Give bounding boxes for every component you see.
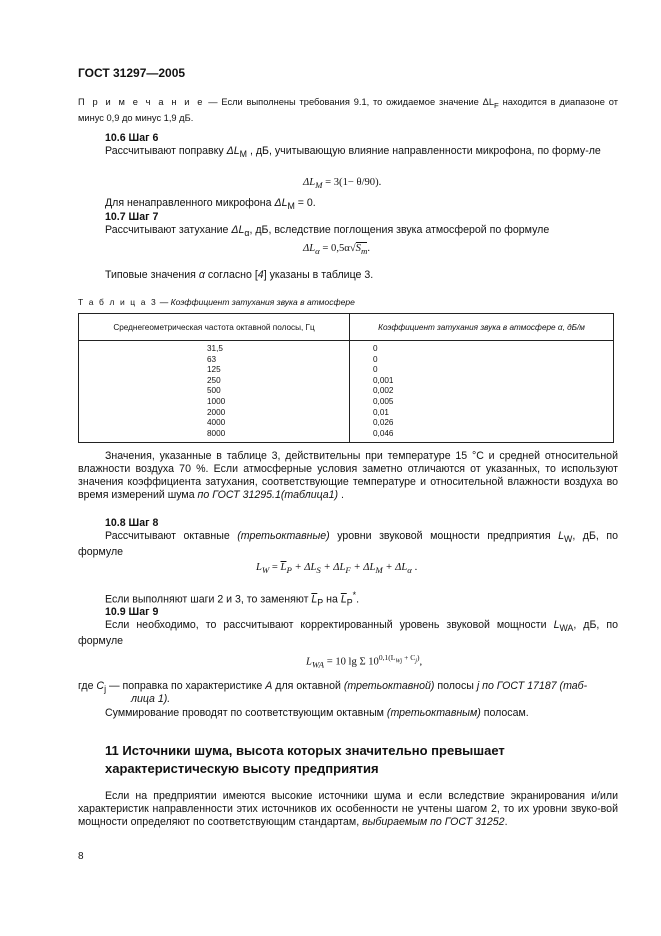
table3-caption — [78, 297, 355, 307]
f8-lp: $\overline{L}$ — [280, 562, 287, 573]
f8-p4: + ΔL — [382, 562, 408, 573]
f9-exp-sub2: j — [415, 657, 418, 665]
f8-end: . — [411, 562, 418, 573]
step9-heading: 10.9 Шаг 9 — [105, 606, 159, 618]
f8-m: M — [375, 565, 383, 576]
f8-p3: + ΔL — [350, 562, 376, 573]
f7-end: . — [367, 243, 370, 254]
freq: 63 — [207, 354, 217, 364]
s9-p1a: Если необходимо, то рассчитывают корректированный уровень звуковой мощности — [105, 619, 554, 631]
step6-p1sym: ΔL — [226, 145, 240, 157]
s9-p1b: , дБ, по формуле — [78, 619, 618, 648]
table3-freq-cell — [79, 341, 350, 443]
step7-p2b: согласно [ — [204, 269, 258, 281]
section11-text — [78, 790, 618, 829]
step9-text — [78, 619, 618, 648]
table3-col1-header: Среднегеометрическая частота октавной полосы, Гц — [79, 314, 350, 341]
s9-where-i2: (третьоктавной) — [343, 680, 435, 692]
s8-p2sym: $\overline{L}$ — [311, 593, 318, 606]
f8-s: S — [316, 565, 321, 576]
step8-heading: 10.8 Шаг 8 — [105, 517, 159, 529]
s11-end: . — [504, 816, 508, 828]
step7-p1a: Рассчитывают затухание — [105, 224, 232, 236]
f8-lw-sub: W — [261, 565, 270, 576]
f9-exp-sub: Wj — [395, 657, 403, 665]
step6-p2sym: ΔL — [274, 197, 288, 209]
s9-sum-i: (третьоктавным) — [386, 707, 481, 719]
s9-where-i3: j по ГОСТ 17187 (таб- — [476, 680, 588, 692]
coef: 0 — [373, 365, 378, 375]
s9-where-sub: j — [104, 684, 107, 695]
s8-p2sub: P — [317, 597, 324, 608]
step7-p1sub: α — [244, 228, 250, 239]
f6-rhs: = 3(1− θ/90). — [325, 177, 382, 188]
s9-where-c: для октавной — [272, 680, 344, 692]
note-paragraph — [78, 96, 618, 125]
f6-lhs: ΔL — [303, 177, 316, 188]
freq: 4000 — [207, 418, 226, 428]
table3 — [78, 313, 614, 443]
page-number: 8 — [78, 851, 84, 862]
table3-body-row — [79, 341, 614, 443]
s8-p1sym: L — [558, 530, 564, 542]
s8-p1b: уровни звуковой мощности предприятия — [329, 530, 559, 542]
s8-p1sub: W — [563, 534, 573, 545]
note-text: — Если выполнены требования 9.1, то ожидаемое значение ΔL — [204, 97, 495, 107]
s8-p2sup2: * — [352, 590, 357, 600]
col2b: , дБ/м — [562, 322, 585, 332]
f9-mid: = 10 lg Σ 10 — [324, 656, 379, 668]
s8-p2sub2: P — [346, 597, 353, 608]
s11-text: Если на предприятии имеются высокие источники шума и если вследствие экранирования и/или характеристик направленности этих источников их особенности не учтены шагом 2, то их уровни звуко-вой мощности определяют по соответствующим стандартам, — [78, 790, 618, 828]
coef: 0,046 — [373, 428, 394, 438]
note-label: П р и м е ч а н и е — [78, 97, 205, 107]
s9-sum-a: Суммирование проводят по соответствующим октавным — [105, 707, 387, 719]
coef: 0,005 — [373, 396, 394, 406]
col2sym: α — [557, 322, 563, 332]
s8-p2sym2: $\overline{L}$ — [340, 593, 347, 606]
coef: 0 — [373, 344, 378, 353]
table3-title: — Коэффициент затухания звука в атмосфере — [157, 297, 355, 307]
coef: 0,01 — [373, 407, 389, 417]
step7-heading: 10.7 Шаг 7 — [105, 211, 159, 223]
f8-f: F — [345, 565, 351, 576]
f9-end: , — [419, 656, 423, 668]
step8-formula — [256, 562, 417, 575]
step6-p2a: Для ненаправленного микрофона — [105, 197, 275, 209]
freq: 500 — [207, 386, 221, 396]
freq: 8000 — [207, 428, 226, 438]
f6-sub: M — [315, 180, 323, 191]
step7-formula — [303, 243, 370, 256]
s9-where-i: А — [265, 680, 273, 692]
coef: 0,026 — [373, 418, 394, 428]
step9-sum — [105, 707, 529, 720]
step7-p2ref: 4 — [257, 269, 264, 281]
f9-lhs: L — [306, 656, 312, 668]
table3-coef-cell — [350, 341, 614, 443]
f7-root: S — [355, 243, 361, 254]
freq: 125 — [207, 365, 221, 375]
step7-p2c: ] указаны в таблице 3. — [263, 269, 374, 281]
section11-heading — [105, 742, 505, 778]
step7-typical — [105, 269, 373, 282]
table3-header-row — [79, 314, 614, 341]
f9-lhs-sub: WA — [311, 659, 325, 670]
after-table-text: Значения, указанные в таблице 3, действительны при температуре 15 °С и средней относительной влажности воздуха 70 %. Если атмосферные условия заметно отличаются от указанных, то используют значения коэффициента затухания, соответствующие температуре и относительной влажности воздуха во время измерений шума — [78, 450, 618, 501]
coef: 0,002 — [373, 386, 394, 396]
s9-sum-b: полосам. — [480, 707, 529, 719]
step6-heading: 10.6 Шаг 6 — [105, 132, 159, 144]
step6-text — [78, 145, 618, 161]
standard-header: ГОСТ 31297—2005 — [78, 66, 186, 80]
s9-where-b: — поправка по характеристике — [106, 680, 266, 692]
s8-p1i: (третьоктавные) — [237, 530, 330, 542]
step7-p1b: , дБ, вследствие поглощения звука атмосферой по формуле — [249, 224, 550, 236]
s9-p1sym: L — [553, 619, 560, 631]
f9-exponent — [378, 653, 420, 665]
s9-where-d: полосы — [434, 680, 477, 692]
f7-sub: α — [315, 246, 320, 257]
after-table-end: . — [338, 489, 344, 501]
freq: 2000 — [207, 407, 226, 417]
step7-p1sym: ΔL — [231, 224, 245, 236]
step6-p1sub: M — [239, 149, 248, 160]
f8-p1: + ΔL — [291, 562, 317, 573]
f7-lhs: ΔL — [303, 243, 316, 254]
f9-exp2: + C — [402, 653, 416, 662]
step7-p2sym: α — [198, 269, 205, 281]
note-sub: F — [494, 100, 499, 110]
s8-p2b: на — [323, 593, 341, 606]
table3-label: Т а б л и ц а 3 — [78, 297, 158, 307]
f8-eq: = — [269, 562, 281, 573]
f8-p2: + ΔL — [320, 562, 346, 573]
table3-col2-header — [350, 314, 614, 341]
step8-text — [78, 530, 618, 559]
step6-p1a: Рассчитывают поправку — [105, 145, 227, 157]
f9-exp: 0,1(L — [378, 653, 396, 662]
step6-formula — [303, 177, 381, 190]
f8-lw: L — [256, 562, 262, 573]
s8-p1a: Рассчитывают октавные — [105, 530, 238, 542]
step7-p2a: Типовые значения — [105, 269, 199, 281]
f7-radicand — [355, 242, 368, 257]
s9-where-i4: лица 1). — [131, 693, 171, 705]
step6-p1b: , дБ, учитывающую влияние направленности микрофона, по форму-ле — [247, 145, 601, 157]
sqrt-icon: √ — [349, 243, 356, 254]
f7-eq: = 0,5α — [319, 243, 350, 254]
note-text2: находится в диапазоне от минус 0,9 до минус 1,9 дБ. — [78, 97, 618, 123]
s8-p2c: . — [356, 593, 360, 606]
s9-where-sym: C — [96, 680, 105, 692]
s8-p1c: , дБ, по формуле — [78, 530, 618, 559]
freq: 31,5 — [207, 344, 223, 353]
s9-where-a: где — [78, 680, 97, 692]
after-table-paragraph — [78, 450, 618, 502]
s11-heading-l2: характеристическую высоту предприятия — [105, 761, 379, 776]
step7-text — [105, 224, 549, 240]
col2a: Коэффициент затухания звука в атмосфере — [378, 322, 558, 332]
f8-a: α — [407, 565, 412, 576]
s8-p2a: Если выполняют шаги 2 и 3, то заменяют — [105, 593, 312, 606]
step9-where-cont — [131, 693, 170, 706]
step6-p2b: = 0. — [294, 197, 316, 209]
freq: 250 — [207, 375, 221, 385]
f9-exp3: ) — [417, 653, 420, 662]
freq: 1000 — [207, 396, 226, 406]
s11-heading-l1: 11 Источники шума, высота которых значительно превышает — [105, 743, 505, 758]
s11-italic: выбираемым по ГОСТ 31252 — [362, 816, 505, 828]
f8-lp-sub: P — [286, 565, 292, 576]
coef: 0 — [373, 354, 378, 364]
f7-root-sub: m — [360, 246, 368, 257]
s9-p1sub: WA — [559, 623, 574, 634]
step6-p2sub: M — [287, 201, 295, 212]
coef: 0,001 — [373, 375, 394, 385]
after-table-italic: по ГОСТ 31295.1(таблица1) — [197, 489, 339, 501]
step9-formula — [306, 653, 422, 670]
